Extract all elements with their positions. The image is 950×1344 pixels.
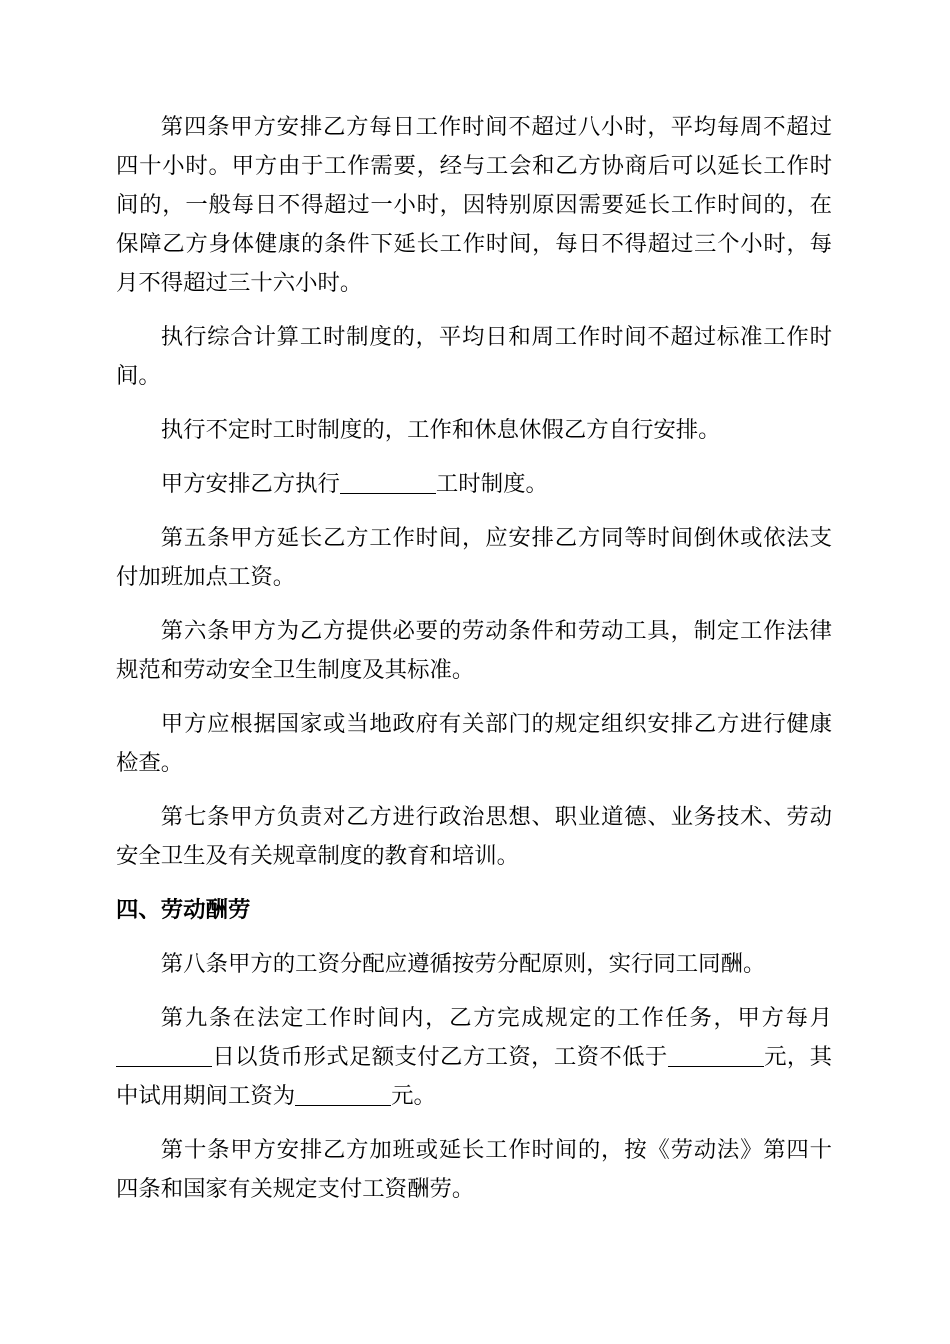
article-8-paragraph: 第八条甲方的工资分配应遵循按劳分配原则，实行同工同酬。 [160, 951, 766, 977]
health-check-paragraph: 甲方应根据国家或当地政府有关部门的规定组织安排乙方进行健康检查。 [116, 711, 832, 776]
work-hours-system-text-after: 工时制度。 [435, 471, 548, 497]
probation-wage-blank[interactable] [295, 1081, 391, 1106]
article-9-text-2: 日以货币形式足额支付乙方工资，工资不低于 [212, 1044, 668, 1070]
minimum-wage-blank[interactable] [668, 1042, 764, 1067]
article-6-paragraph: 第六条甲方为乙方提供必要的劳动条件和劳动工具，制定工作法律规范和劳动安全卫生制度及其标准。 [116, 618, 832, 683]
article-10-paragraph: 第十条甲方安排乙方加班或延长工作时间的，按《劳动法》第四十四条和国家有关规定支付工资酬劳。 [116, 1137, 832, 1202]
article-9-text-3: 元，其中试用期间工资为 [116, 1044, 833, 1109]
flexible-hours-paragraph: 执行不定时工时制度的，工作和休息休假乙方自行安排。 [160, 417, 721, 443]
work-hours-system-text-before: 甲方安排乙方执行 [160, 471, 340, 497]
article-9-text-1: 第九条在法定工作时间内，乙方完成规定的工作任务，甲方每月 [160, 1005, 832, 1031]
article-9-paragraph [116, 999, 832, 1116]
article-9-text-4: 元。 [391, 1083, 436, 1109]
work-hours-system-blank[interactable] [340, 469, 436, 494]
article-7-paragraph: 第七条甲方负责对乙方进行政治思想、职业道德、业务技术、劳动安全卫生及有关规章制度的教育和培训。 [116, 804, 832, 869]
pay-day-blank[interactable] [116, 1042, 212, 1067]
article-4-paragraph: 第四条甲方安排乙方每日工作时间不超过八小时，平均每周不超过四十小时。甲方由于工作需要，经与工会和乙方协商后可以延长工作时间的，一般每日不得超过一小时，因特别原因需要延长工作时间的，在保障乙方身体健康的条件下延长工作时间，每日不得超过三个小时，每月不得超过三十六小时。 [116, 114, 832, 296]
contract-body [116, 108, 832, 1224]
work-hours-system-paragraph [116, 465, 832, 504]
section-4-heading: 四、劳动酬劳 [116, 897, 251, 923]
article-5-paragraph: 第五条甲方延长乙方工作时间，应安排乙方同等时间倒休或依法支付加班加点工资。 [116, 525, 832, 590]
comprehensive-hours-paragraph: 执行综合计算工时制度的，平均日和周工作时间不超过标准工作时间。 [116, 324, 832, 389]
